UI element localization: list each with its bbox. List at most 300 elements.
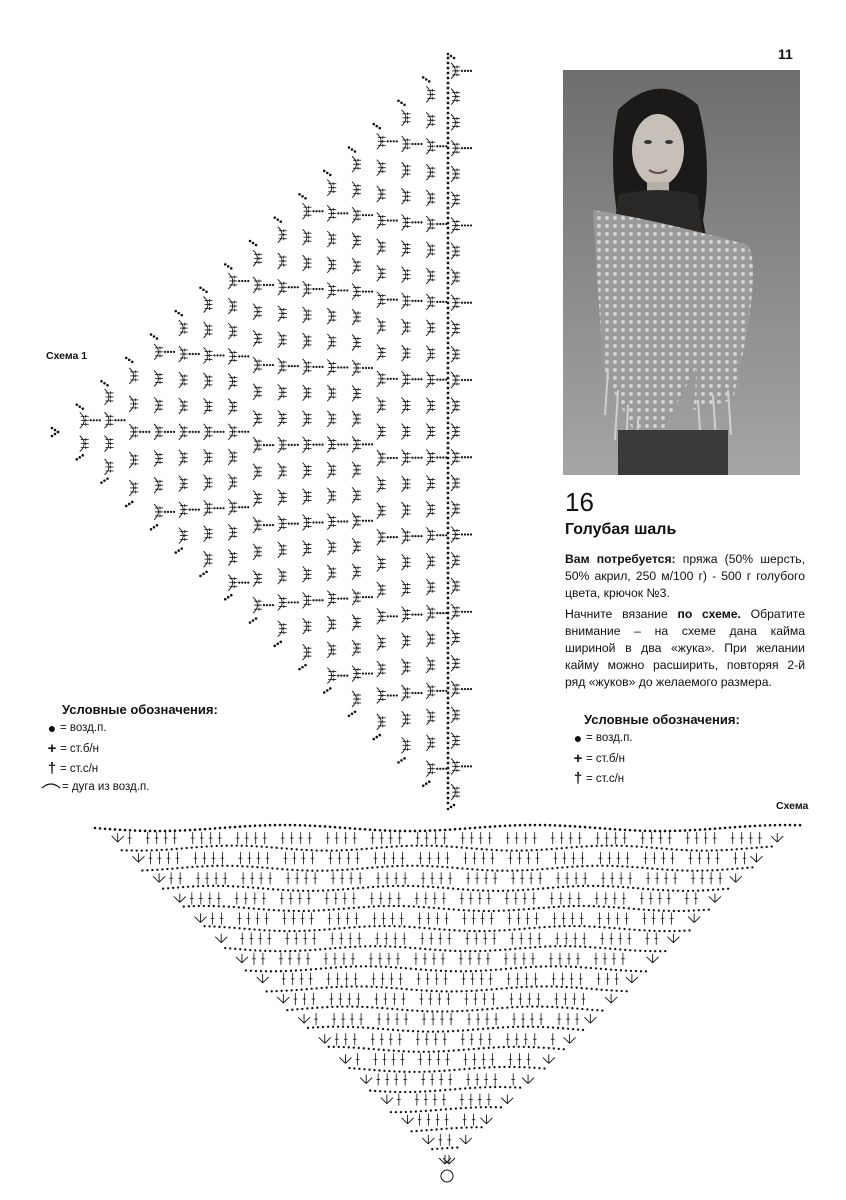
chain-dot: [447, 1030, 449, 1032]
fan-mark: [422, 1135, 434, 1144]
chain-dot: [399, 946, 401, 948]
chain-dot: [211, 845, 213, 847]
chain-dot: [351, 849, 353, 851]
chain-dot: [342, 888, 344, 890]
chain-dot: [504, 824, 507, 827]
chain-dot: [131, 849, 133, 851]
fan-mark: [112, 833, 124, 842]
chain-dot: [401, 845, 403, 847]
chain-dot: [434, 829, 437, 832]
chain-dot: [488, 1047, 490, 1049]
chain-dot: [465, 1107, 467, 1109]
chain-dot: [346, 1005, 348, 1007]
chain-dot: [617, 886, 619, 888]
chain-dot: [557, 886, 559, 888]
chain-dot: [430, 990, 432, 992]
chain-dot: [524, 824, 527, 827]
chain-dot: [544, 824, 547, 827]
chain-dot: [525, 966, 527, 968]
chain-dot: [370, 986, 372, 988]
chain-dot: [622, 886, 624, 888]
chain-dot: [448, 908, 450, 910]
chain-dot: [590, 967, 592, 969]
fan-mark: [564, 1034, 576, 1043]
chain-dot: [759, 824, 762, 827]
chain-dot: [426, 1010, 428, 1012]
chain-dot: [664, 950, 666, 952]
chain-dot: [490, 1106, 492, 1108]
chain-dot: [464, 950, 466, 952]
chain-dot: [688, 910, 690, 912]
chain-dot: [508, 929, 510, 931]
chain-dot: [269, 950, 271, 952]
chain-dot: [388, 905, 390, 907]
chain-dot: [632, 887, 634, 889]
fan-mark: [709, 893, 721, 902]
legend-left-arc-text: = дуга из возд.п.: [62, 780, 150, 793]
chain-dot: [523, 1046, 525, 1048]
chain-dot: [191, 866, 193, 868]
chain-dot: [342, 1026, 344, 1028]
chain-dot: [390, 1111, 392, 1113]
chain-dot: [209, 827, 212, 830]
chain-dot: [191, 846, 193, 848]
chain-dot: [406, 865, 408, 867]
fan-mark: [626, 974, 638, 983]
chain-dot: [663, 910, 665, 912]
chain-dot: [453, 1049, 455, 1051]
chain-dot: [639, 829, 642, 832]
chain-dot: [716, 849, 718, 851]
chain-dot: [625, 990, 627, 992]
chain-dot: [603, 926, 605, 928]
chain-dot: [635, 970, 637, 972]
chain-dot: [612, 885, 614, 887]
chain-dot: [340, 986, 342, 988]
chain-dot: [455, 970, 457, 972]
chain-dot: [455, 1107, 457, 1109]
chain-dot: [221, 845, 223, 847]
chain-dot: [350, 985, 352, 987]
chain-dot: [299, 824, 302, 827]
chain-dot: [388, 1070, 390, 1072]
fan-mark: [667, 934, 679, 943]
chain-dot: [569, 825, 572, 828]
chain-dot: [506, 870, 508, 872]
chain-dot: [558, 1048, 560, 1050]
chain-dot: [440, 1109, 442, 1111]
chain-dot: [649, 830, 652, 833]
chain-dot: [482, 1028, 484, 1030]
chain-dot: [676, 869, 678, 871]
chain-dot: [472, 889, 474, 891]
chain-dot: [465, 1126, 467, 1128]
chain-dot: [362, 1026, 364, 1028]
chain-dot: [264, 950, 266, 952]
chain-dot: [408, 1050, 410, 1052]
chain-dot: [526, 849, 528, 851]
chain-dot: [439, 1089, 441, 1091]
chain-dot: [546, 1006, 548, 1008]
chain-dot: [415, 989, 417, 991]
fan-mark: [584, 1014, 596, 1023]
legend-right-chain-text: = возд.п.: [586, 732, 633, 744]
chain-dot: [561, 1006, 563, 1008]
chain-dot: [677, 890, 679, 892]
chain-dot: [377, 886, 379, 888]
chain-dot: [489, 949, 491, 951]
chain-dot: [701, 870, 703, 872]
chain-dot: [433, 907, 435, 909]
chain-dot: [458, 929, 460, 931]
chain-dot: [497, 1027, 499, 1029]
chain-dot: [333, 908, 335, 910]
chain-dot: [290, 989, 292, 991]
chain-dot: [284, 824, 287, 827]
chain-dot: [114, 828, 117, 831]
chain-dot: [332, 1026, 334, 1028]
chain-dot: [312, 1026, 314, 1028]
chain-dot: [513, 1046, 515, 1048]
chain-dot: [146, 849, 148, 851]
chain-dot: [651, 847, 653, 849]
chain-dot: [344, 827, 347, 830]
chain-dot: [656, 847, 658, 849]
chain-dot: [348, 926, 350, 928]
chain-dot: [243, 928, 245, 930]
chain-dot: [431, 1010, 433, 1012]
chain-dot: [556, 867, 558, 869]
chain-dot: [576, 865, 578, 867]
chain-dot: [270, 970, 272, 972]
chain-dot: [319, 825, 322, 828]
chain-dot: [203, 905, 205, 907]
chain-dot: [391, 846, 393, 848]
chain-dot: [528, 908, 530, 910]
chain-dot: [364, 828, 367, 831]
chain-dot: [431, 1148, 433, 1150]
chain-dot: [379, 829, 382, 832]
chain-dot: [496, 1007, 498, 1009]
chain-dot: [146, 869, 148, 871]
chain-dot: [505, 968, 507, 970]
chain-dot: [472, 1029, 474, 1031]
chain-dot: [608, 927, 610, 929]
double-crochet-icon: †: [573, 770, 583, 787]
chain-dot: [380, 965, 382, 967]
chain-dot: [530, 986, 532, 988]
chain-dot: [341, 869, 343, 871]
chain-dot: [386, 1007, 388, 1009]
chain-dot: [498, 1066, 500, 1068]
chain-dot: [354, 946, 356, 948]
chain-dot: [581, 1008, 583, 1010]
chain-dot: [515, 967, 517, 969]
chain-dot: [418, 1071, 420, 1073]
chain-dot: [316, 1007, 318, 1009]
chain-dot: [586, 1008, 588, 1010]
instructions-text-rest: Обратите внимание – на схеме дана кайма шириной в два «жука». При желании кайму можно расширить, повторяя 2-й ряд «жуков» до желаемого размера.: [565, 607, 805, 689]
chain-dot: [679, 829, 682, 832]
chain-dot: [534, 824, 537, 827]
chain-dot: [367, 886, 369, 888]
chain-dot: [305, 969, 307, 971]
chain-dot: [501, 1007, 503, 1009]
chain-dot: [591, 1009, 593, 1011]
chain-dot: [475, 1106, 477, 1108]
chain-dot: [545, 965, 547, 967]
chain-dot: [465, 990, 467, 992]
chain-dot: [582, 885, 584, 887]
chain-dot: [605, 968, 607, 970]
chain-dot: [523, 928, 525, 930]
chain-dot: [508, 1046, 510, 1048]
chain-dot: [344, 946, 346, 948]
instructions-text-start: Начните вязание: [565, 607, 678, 621]
chain-dot: [392, 1029, 394, 1031]
chain-dot: [539, 824, 542, 827]
chain-dot: [407, 885, 409, 887]
chain-dot: [566, 847, 568, 849]
chain-dot: [411, 1009, 413, 1011]
chain-dot: [686, 849, 688, 851]
chain-dot: [628, 928, 630, 930]
chain-dot: [280, 990, 282, 992]
chain-dot: [594, 946, 596, 948]
chain-dot: [620, 990, 622, 992]
chain-dot: [452, 1030, 454, 1032]
chain-dot: [481, 869, 483, 871]
chain-dot: [176, 867, 178, 869]
chain-dot: [136, 849, 138, 851]
chain-dot: [647, 888, 649, 890]
chain-dot: [415, 1110, 417, 1112]
chain-dot: [226, 845, 228, 847]
chain-dot: [609, 948, 611, 950]
chain-dot: [633, 929, 635, 931]
chain-dot: [129, 829, 132, 832]
chain-dot: [585, 987, 587, 989]
chain-dot: [451, 1147, 453, 1149]
chain-dot: [498, 910, 500, 912]
chain-dot: [648, 909, 650, 911]
chain-dot: [553, 1047, 555, 1049]
chain-dot: [450, 990, 452, 992]
chain-dot: [229, 947, 231, 949]
chain-dot: [501, 849, 503, 851]
chain-dot: [436, 1148, 438, 1150]
chain-dot: [591, 865, 593, 867]
chain-dot: [330, 986, 332, 988]
chain-dot: [461, 846, 463, 848]
chain-dot: [379, 945, 381, 947]
chain-dot: [542, 887, 544, 889]
single-crochet-icon: +: [573, 750, 583, 767]
chain-dot: [119, 828, 122, 831]
chain-dot: [691, 849, 693, 851]
chain-dot: [429, 1090, 431, 1092]
chain-dot: [565, 965, 567, 967]
chain-dot: [649, 950, 651, 952]
chain-dot: [546, 868, 548, 870]
chain-dot: [459, 1088, 461, 1090]
chain-dot: [176, 848, 178, 850]
chain-dot: [305, 988, 307, 990]
chain-dot: [379, 1090, 381, 1092]
chain-dot: [99, 827, 102, 830]
chain-dot: [206, 845, 208, 847]
chain-dot: [568, 925, 570, 927]
chain-dot: [582, 1029, 584, 1031]
chain-dot: [289, 824, 292, 827]
chain-dot: [420, 1130, 422, 1132]
chain-dot: [522, 1026, 524, 1028]
chain-dot: [664, 830, 667, 833]
chain-dot: [418, 1051, 420, 1053]
chain-dot: [378, 905, 380, 907]
apex-loop: [441, 1170, 453, 1182]
chain-dot: [491, 849, 493, 851]
chain-dot: [348, 1067, 350, 1069]
chain-dot: [256, 866, 258, 868]
chain-dot: [476, 1009, 478, 1011]
chain-dot: [543, 1067, 545, 1069]
chain-dot: [474, 826, 477, 829]
chain-dot: [565, 986, 567, 988]
chain-dot: [443, 908, 445, 910]
chain-dot: [124, 829, 127, 832]
chain-dot: [443, 1050, 445, 1052]
chain-dot: [741, 867, 743, 869]
chain-dot: [401, 1009, 403, 1011]
chain-dot: [339, 826, 342, 829]
chain-dot: [314, 949, 316, 951]
chain-dot: [522, 889, 524, 891]
legend-right-sc-text: = ст.б/н: [586, 752, 625, 765]
chain-dot: [584, 826, 587, 829]
chain-dot: [355, 965, 357, 967]
chain-dot: [499, 825, 502, 828]
chain-dot: [338, 927, 340, 929]
chain-dot: [311, 1007, 313, 1009]
chain-dot: [343, 1046, 345, 1048]
chain-dot: [726, 849, 728, 851]
chain-dot: [283, 909, 285, 911]
chain-dot: [596, 845, 598, 847]
chain-dot: [445, 1128, 447, 1130]
chain-dot: [221, 865, 223, 867]
chain-dot: [262, 887, 264, 889]
chain-dot: [398, 1070, 400, 1072]
chain-dot: [516, 849, 518, 851]
chain-dot: [246, 865, 248, 867]
chain-dot: [321, 870, 323, 872]
chain-dot: [511, 1006, 513, 1008]
chain-dot: [241, 845, 243, 847]
chain-dot: [500, 987, 502, 989]
chain-dot: [201, 846, 203, 848]
chain-dot: [449, 828, 452, 831]
chain-dot: [443, 1070, 445, 1072]
chain-dot: [552, 886, 554, 888]
chain-dot: [274, 824, 277, 827]
chain-dot: [391, 865, 393, 867]
chain-dot: [475, 1126, 477, 1128]
chain-dot: [321, 849, 323, 851]
chain-dot: [336, 1006, 338, 1008]
chain-dot: [394, 830, 397, 833]
chain-dot: [482, 889, 484, 891]
chain-dot: [531, 869, 533, 871]
chain-dot: [410, 968, 412, 970]
chain-dot: [419, 947, 421, 949]
chain-dot: [530, 966, 532, 968]
chain-dot: [518, 909, 520, 911]
chain-dot: [433, 1050, 435, 1052]
chain-dot: [538, 907, 540, 909]
chain-dot: [156, 849, 158, 851]
chain-dot: [657, 889, 659, 891]
chain-dot: [435, 1109, 437, 1111]
chain-dot: [223, 926, 225, 928]
chain-dot: [239, 948, 241, 950]
chain-dot: [621, 865, 623, 867]
chain-dot: [314, 825, 317, 828]
chain-dot: [411, 865, 413, 867]
chain-dot: [435, 990, 437, 992]
chain-dot: [345, 985, 347, 987]
chain-dot: [493, 910, 495, 912]
chain-dot: [583, 925, 585, 927]
chain-dot: [415, 1130, 417, 1132]
chain-dot: [538, 1067, 540, 1069]
chain-dot: [641, 867, 643, 869]
chain-dot: [674, 830, 677, 833]
chain-dot: [413, 926, 415, 928]
chain-dot: [151, 849, 153, 851]
fan-mark: [402, 1115, 414, 1124]
chain-dot: [774, 824, 777, 827]
chain-dot: [623, 928, 625, 930]
chain-dot: [502, 1026, 504, 1028]
chain-dot: [459, 950, 461, 952]
chain-dot: [462, 1029, 464, 1031]
chain-dot: [351, 1005, 353, 1007]
chain-dot: [536, 849, 538, 851]
chain-dot: [407, 1030, 409, 1032]
chain-dot: [489, 1086, 491, 1088]
chain-dot: [231, 865, 233, 867]
chain-dot: [699, 828, 702, 831]
chain-dot: [611, 844, 613, 846]
chain-dot: [574, 825, 577, 828]
chain-dot: [405, 1111, 407, 1113]
chain-dot: [581, 846, 583, 848]
chain-dot: [273, 930, 275, 932]
chain-dot: [548, 906, 550, 908]
chain-dot: [692, 890, 694, 892]
chain-dot: [363, 925, 365, 927]
chain-dot: [388, 925, 390, 927]
chain-dot: [640, 970, 642, 972]
chain-dot: [373, 925, 375, 927]
chain-dot: [309, 949, 311, 951]
chain-dot: [307, 1027, 309, 1029]
chain-dot: [580, 987, 582, 989]
chain-dot: [438, 928, 440, 930]
chain-dot: [523, 908, 525, 910]
chain-dot: [285, 970, 287, 972]
